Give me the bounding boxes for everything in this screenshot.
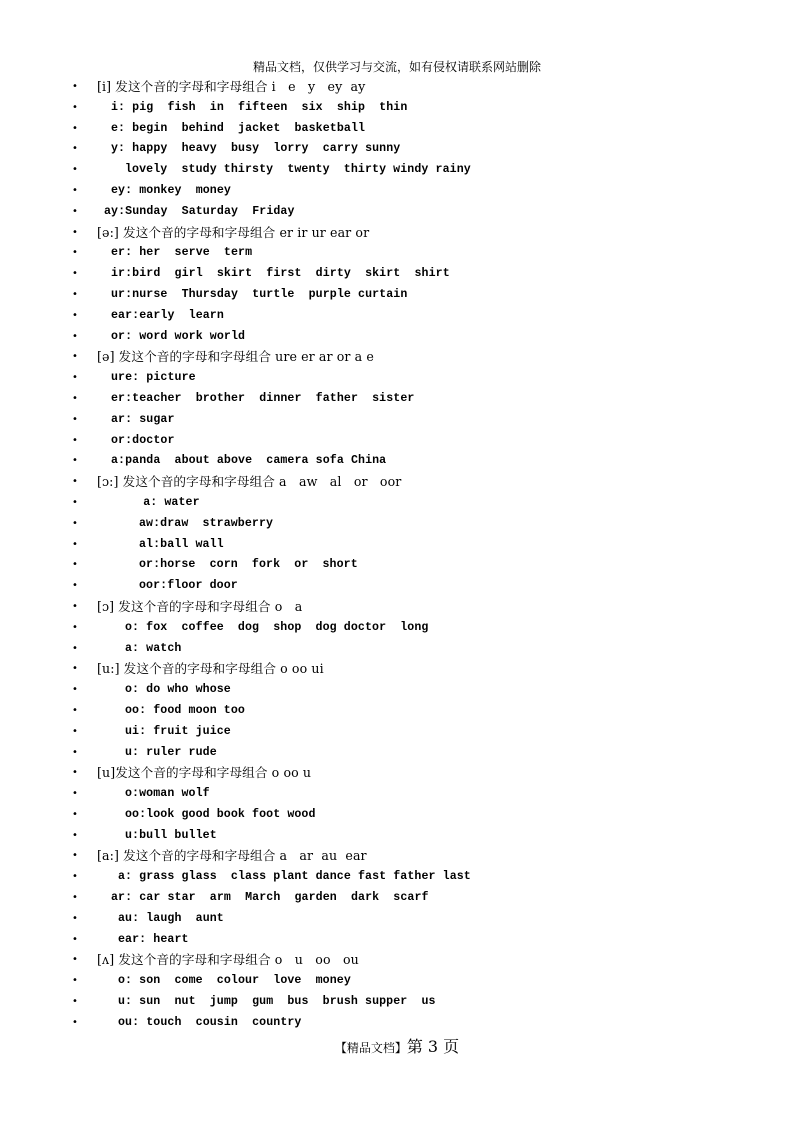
bullet-icon: • [72,288,78,300]
example-text: oo: food moon too [125,703,245,717]
bullet-icon: • [72,892,78,904]
phoneme-heading [0,347,794,368]
bullet-icon: • [72,871,78,883]
heading-text: [ə:] 发这个音的字母和字母组合 er ir ur ear or [97,224,370,240]
bullet-icon: • [72,247,78,259]
example-text: ou: touch cousin country [118,1015,302,1029]
example-text: i: pig fish in fifteen six ship thin [111,100,408,114]
phonics-example-line [0,98,794,119]
example-text: ar: sugar [111,412,175,426]
bullet-icon: • [72,496,78,508]
bullet-icon: • [72,351,78,363]
phonics-example-line [0,119,794,140]
bullet-icon: • [72,975,78,987]
bullet-icon: • [72,392,78,404]
phonics-example-line [0,1013,794,1034]
bullet-icon: • [72,226,78,238]
phonics-example-line [0,389,794,410]
example-text: y: happy heavy busy lorry carry sunny [111,142,401,156]
bullet-icon: • [72,372,78,384]
example-text: or:horse corn fork or short [139,558,358,572]
bullet-icon: • [72,850,78,862]
bullet-icon: • [72,413,78,425]
phonics-example-line [0,930,794,951]
phonics-example-line [0,410,794,431]
phonics-example-line [0,701,794,722]
phonics-example-line [0,493,794,514]
example-text: a: watch [125,641,182,655]
example-text: u:bull bullet [125,828,217,842]
phoneme-heading [0,472,794,493]
example-text: ey: monkey money [111,183,231,197]
example-text: ur:nurse Thursday turtle purple curtain [111,287,408,301]
page-number: 第 3 页 [406,1037,460,1056]
example-text: ar: car star arm March garden dark scarf [111,891,429,905]
phoneme-heading [0,597,794,618]
phonics-example-line [0,431,794,452]
footer-tag: 【精品文档】 [334,1041,407,1055]
bullet-icon: • [72,122,78,134]
phonics-example-line [0,555,794,576]
bullet-icon: • [72,642,78,654]
heading-text: [a:] 发这个音的字母和字母组合 a ar au ear [97,848,367,864]
phonics-example-line [0,784,794,805]
example-text: o: do who whose [125,683,231,697]
example-text: ir:bird girl skirt first dirty skirt shirt [111,267,450,281]
bullet-icon: • [72,600,78,612]
heading-text: [ɔ] 发这个音的字母和字母组合 o a [97,598,303,614]
phonics-example-line [0,805,794,826]
phonics-example-line [0,826,794,847]
example-text: a: water [143,495,200,509]
bullet-icon: • [72,725,78,737]
phonics-example-line [0,306,794,327]
heading-text: [i] 发这个音的字母和字母组合 i e y ey ay [97,79,366,94]
bullet-icon: • [72,184,78,196]
heading-text: [ə] 发这个音的字母和字母组合 ure er ar or a e [97,349,374,365]
phonics-example-line [0,514,794,535]
example-text: u: ruler rude [125,745,217,759]
bullet-icon: • [72,309,78,321]
phoneme-heading [0,846,794,867]
phonics-example-line [0,368,794,389]
bullet-icon: • [72,476,78,488]
phonics-example-line [0,243,794,264]
phonics-example-line [0,888,794,909]
bullet-icon: • [72,684,78,696]
bullet-icon: • [72,996,78,1008]
example-text: ure: picture [111,371,196,385]
bullet-icon: • [72,808,78,820]
bullet-icon: • [72,434,78,446]
example-text: o:woman wolf [125,787,210,801]
example-text: o: son come colour love money [118,974,351,988]
example-text: e: begin behind jacket basketball [111,121,366,135]
bullet-icon: • [72,559,78,571]
bullet-icon: • [72,954,78,966]
example-text: ear:early learn [111,308,224,322]
bullet-icon: • [72,330,78,342]
phonics-example-line [0,535,794,556]
page-header: 精品文档，仅供学习与交流，如有侵权请联系网站删除 [252,60,541,74]
bullet-icon: • [72,455,78,467]
example-text: au: laugh aunt [118,911,224,925]
phonics-example-line [0,722,794,743]
example-text: oo:look good book foot wood [125,807,316,821]
example-text: a: grass glass class plant dance fast father last [118,870,471,884]
bullet-icon: • [72,205,78,217]
phonics-example-line [0,743,794,764]
phonics-example-line [0,202,794,223]
phonics-list [0,77,794,1034]
example-text: al:ball wall [139,537,224,551]
example-text: ay:Sunday Saturday Friday [104,204,295,218]
example-text: u: sun nut jump gum bus brush supper us [118,995,436,1009]
bullet-icon: • [72,164,78,176]
phonics-example-line [0,867,794,888]
phonics-example-line [0,451,794,472]
bullet-icon: • [72,101,78,113]
phonics-example-line [0,909,794,930]
page-footer [0,1034,794,1057]
heading-text: [u:] 发这个音的字母和字母组合 o oo ui [97,661,324,677]
phonics-example-line [0,639,794,660]
heading-text: [u]发这个音的字母和字母组合 o oo u [97,765,312,781]
phonics-example-line [0,327,794,348]
bullet-icon: • [72,1016,78,1028]
example-text: er: her serve term [111,246,253,260]
bullet-icon: • [72,517,78,529]
bullet-icon: • [72,621,78,633]
bullet-icon: • [72,933,78,945]
example-text: oor:floor door [139,579,238,593]
bullet-icon: • [72,704,78,716]
bullet-icon: • [72,143,78,155]
phonics-example-line [0,680,794,701]
bullet-icon: • [72,746,78,758]
bullet-icon: • [72,538,78,550]
example-text: or: word work world [111,329,246,343]
phonics-example-line [0,618,794,639]
example-text: lovely study thirsty twenty thirty windy rainy [125,163,471,177]
phonics-example-line [0,264,794,285]
phonics-example-line [0,576,794,597]
phonics-example-line [0,992,794,1013]
phonics-example-line [0,139,794,160]
phonics-example-line [0,160,794,181]
phoneme-heading [0,763,794,784]
example-text: o: fox coffee dog shop dog doctor long [125,620,429,634]
phoneme-heading [0,659,794,680]
example-text: a:panda about above camera sofa China [111,454,387,468]
phoneme-heading [0,223,794,244]
heading-text: [ɔ:] 发这个音的字母和字母组合 a aw al or oor [97,474,402,490]
bullet-icon: • [72,663,78,675]
example-text: ui: fruit juice [125,724,231,738]
phoneme-heading [0,950,794,971]
bullet-icon: • [72,268,78,280]
example-text: er:teacher brother dinner father sister [111,391,415,405]
phonics-example-line [0,971,794,992]
phoneme-heading [0,77,794,98]
bullet-icon: • [72,580,78,592]
bullet-icon: • [72,767,78,779]
example-text: or:doctor [111,433,175,447]
example-text: ear: heart [118,932,189,946]
bullet-icon: • [72,788,78,800]
example-text: aw:draw strawberry [139,516,274,530]
phonics-example-line [0,285,794,306]
bullet-icon: • [72,829,78,841]
phonics-example-line [0,181,794,202]
bullet-icon: • [72,81,78,92]
bullet-icon: • [72,912,78,924]
heading-text: [ʌ] 发这个音的字母和字母组合 o u oo ou [97,952,359,968]
